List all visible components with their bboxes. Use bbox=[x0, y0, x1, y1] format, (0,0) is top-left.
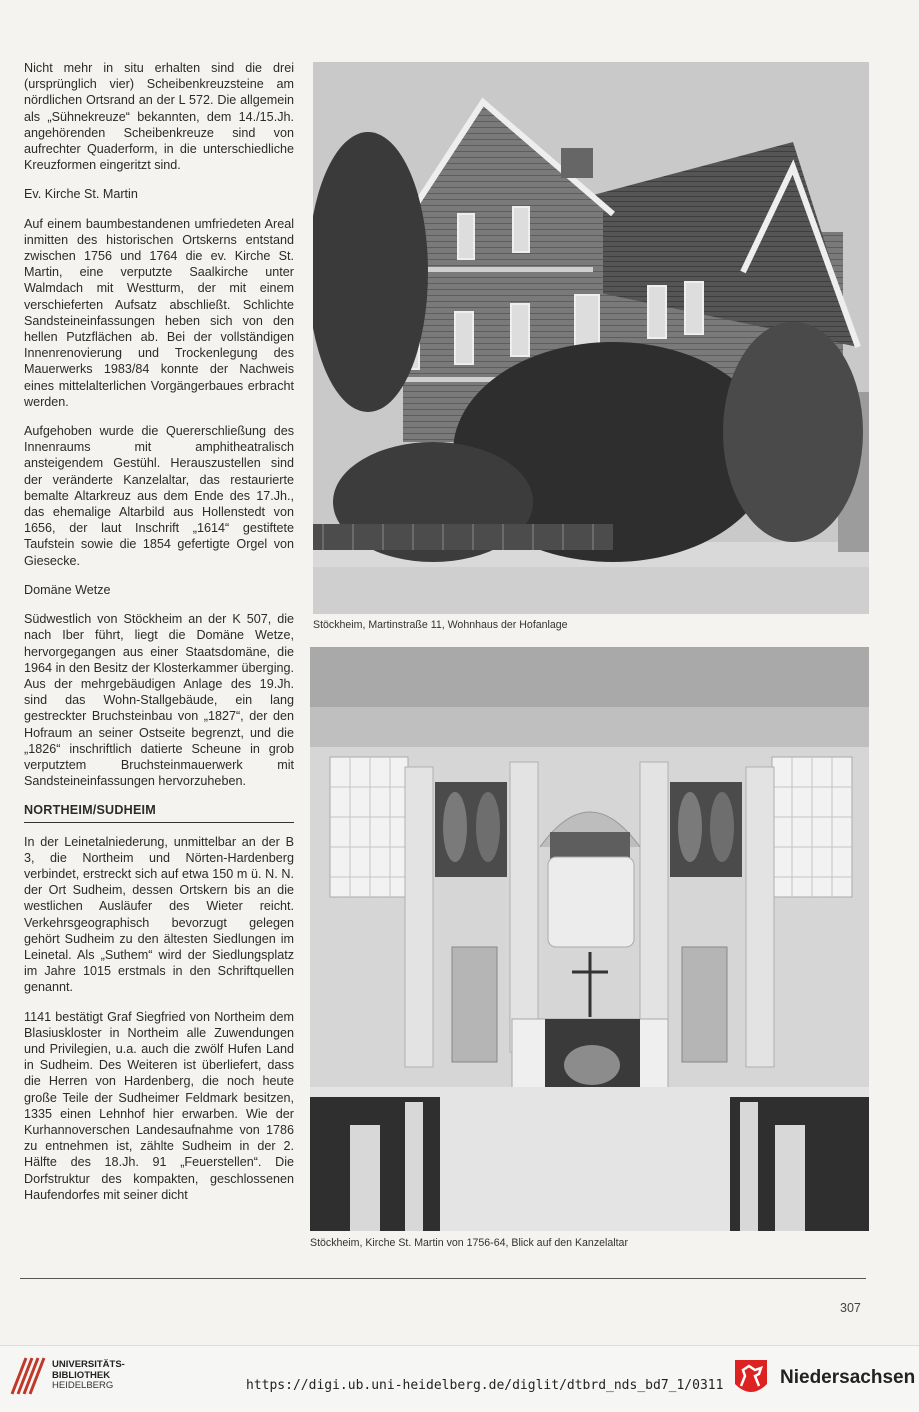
paragraph-scheibenkreuze: Nicht mehr in situ erhalten sind die drei (ursprünglich vier) Scheibenkreuzsteine am nördlichen Ortsrand an der L 572. Die allgemein als „Sühnekreuze“ bekannten, dem 14./15.Jh. angehörenden Scheibenkreuze sind von aufrechter Quaderform, in die unterschiedliche Kreuzformen eingeritzt sind. bbox=[24, 61, 294, 173]
niedersachsen-horse-icon bbox=[733, 1358, 769, 1400]
paragraph-sudheim-geschichte: 1141 bestätigt Graf Siegfried von Northeim dem Blasiuskloster in Northeim alle Zuwendungen und Privilegien, u.a. auch die zwölf Hufen Land in Sudheim. Des Weiteren ist überliefert, dass die Herren von Hardenberg, die noch heute große Teile der Sudheimer Feldmark besitzen, 1335 einen Lehnhof hier erwarben. Wie der Kurhannoverschen Landesaufnahme von 1786 zu entnehmen ist, zählte Sudheim in der 2. Hälfte des 18.Jh. 91 „Feuerstellen“. Die Dorfstruktur des kompakten, geschlossenen Haufendorfes mit seiner dicht bbox=[24, 1009, 294, 1202]
niedersachsen-brand: Niedersachsen bbox=[780, 1367, 916, 1388]
paragraph-kirche: Auf einem baumbestandenen umfriedeten Areal inmitten des historischen Ortskerns entstand zwischen 1756 und 1764 die ev. Kirche St. Martin, eine verputzte Saalkirche unter Walmdach mit Westturm, der mit einem verschieferten Aufsatz abschließt. Schlichte Sandsteineinfassungen heben sich von den hellen Putzflächen ab. Bei der vollständigen Innenrenovierung und Trockenlegung des Mauerwerks 1983/84 konnte der Nachweis eines mittelalterlichen Vorgängerbaues erbracht werden. bbox=[24, 216, 294, 409]
subheading-domaene: Domäne Wetze bbox=[24, 582, 111, 597]
library-line-1: UNIVERSITÄTS- bbox=[52, 1359, 125, 1370]
caption-wohnhaus: Stöckheim, Martinstraße 11, Wohnhaus der Hofanlage bbox=[313, 619, 568, 631]
subheading-kirche: Ev. Kirche St. Martin bbox=[24, 187, 138, 202]
library-name[interactable] bbox=[52, 1360, 125, 1392]
university-library-logo-icon[interactable] bbox=[10, 1354, 46, 1398]
paragraph-domaene: Südwestlich von Stöckheim an der K 507, die nach Iber führt, liegt die Domäne Wetze, hervorgegangen aus einer Staatsdomäne, die 1964 in den Besitz der Klosterkammer überging. Aus der mehrgebäudigen Anlage des 19.Jh. sind das Wohn-Stallgebäude, ein lang gestreckter Bruchsteinbau von „1827“, der den Hofraum an seiner Ostseite begrenzt, und die „1826“ inschriftlich datierte Scheune in grob verputztem Bruchsteinmauerwerk mit Sandsteineinfassungen hervorzuheben. bbox=[24, 612, 294, 789]
section-heading: NORTHEIM/SUDHEIM bbox=[24, 802, 294, 822]
library-line-3: HEIDELBERG bbox=[52, 1380, 114, 1391]
page-number: 307 bbox=[840, 1301, 861, 1315]
permalink-url[interactable]: https://digi.ub.uni-heidelberg.de/diglit/dtbrd_nds_bd7_1/0311 bbox=[246, 1378, 724, 1393]
church-interior-illustration bbox=[310, 647, 869, 1231]
house-illustration bbox=[313, 62, 869, 614]
photo-wohnhaus bbox=[313, 62, 869, 614]
photo-kanzelaltar bbox=[310, 647, 869, 1231]
paragraph-innenraum: Aufgehoben wurde die Quererschließung des Innenraums mit amphitheatralisch ansteigendem Gestühl. Herauszustellen sind der veränderte Kanzelaltar, das restaurierte bemalte Altarkreuz aus dem Ende des 17.Jh., das ehemalige Altarbild aus Hollenstedt von 1656, der laut Inschrift „1614“ gestiftete Taufstein sowie die 1854 gefertigte Orgel von Giesecke. bbox=[24, 424, 294, 568]
paragraph-sudheim-lage: In der Leinetalniederung, unmittelbar an der B 3, die Northeim und Nörten-Hardenberg verbindet, erstreckt sich auf etwa 150 m ü. N. N. der Ort Sudheim, dessen Ortskern bis an die westlichen Ausläufer des Wieter reicht. Verkehrsgeographisch bevorzugt gelegen gehört Sudheim zu den ältesten Siedlungen im Leinetal. Als „Suthem“ wird der Siedlungsplatz im Jahre 1015 erstmals in den Schriftquellen genannt. bbox=[24, 834, 294, 995]
library-line-2: BIBLIOTHEK bbox=[52, 1369, 111, 1381]
digital-library-footer bbox=[0, 1345, 919, 1412]
footer-rule bbox=[20, 1278, 866, 1279]
caption-kanzelaltar: Stöckheim, Kirche St. Martin von 1756-64, Blick auf den Kanzelaltar bbox=[310, 1237, 628, 1249]
text-column bbox=[24, 60, 294, 1216]
